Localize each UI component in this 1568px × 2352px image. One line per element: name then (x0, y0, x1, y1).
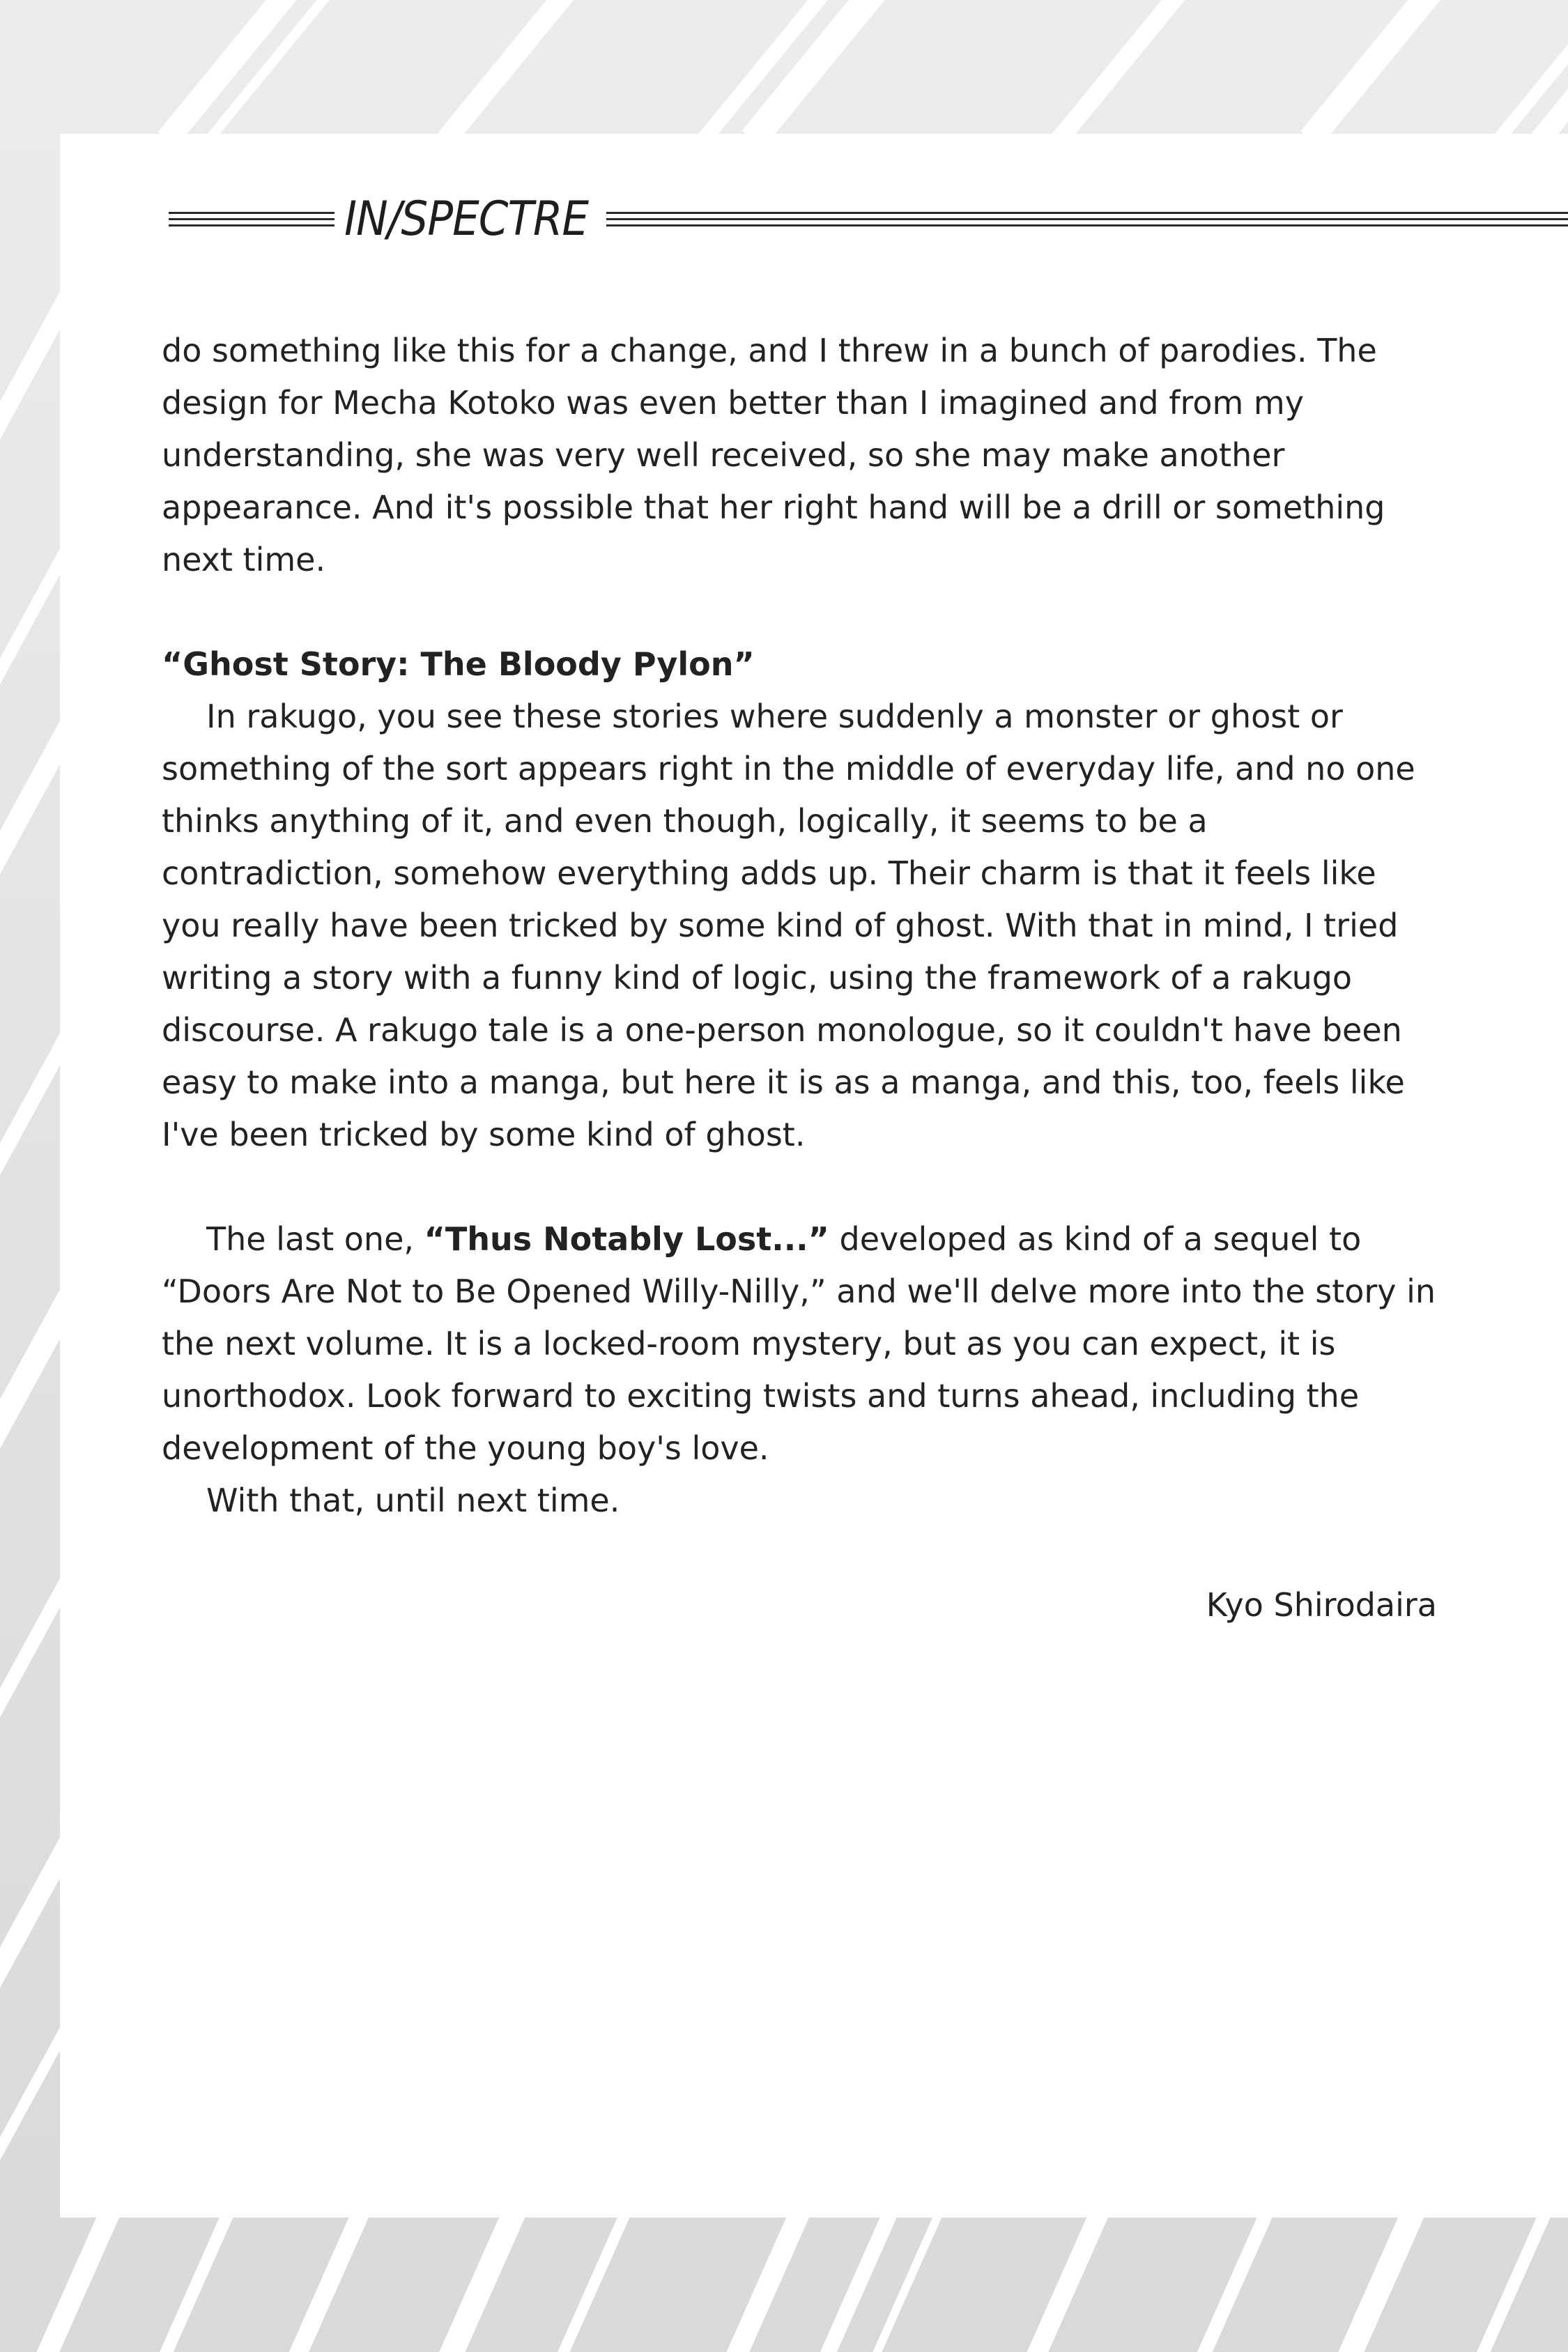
paragraph-closing: With that, until next time. (206, 1482, 620, 1519)
series-title: IN/SPECTRE (344, 192, 589, 247)
paragraph-rakugo: In rakugo, you see these stories where suddenly a monster or ghost or something of the sort appears right in the middle of everyday life, and no one thinks anything of it, and even though, logically, it seems to be a contradiction, somehow everything adds up. Their charm is that it feels like you really have been tricked by some kind of ghost. With that in mind, I tried writing a story with a funny kind of logic, using the framework of a rakugo discourse. A rakugo tale is a one-person monologue, so it couldn't have been easy to make into a manga, but here it is as a manga, and this, too, feels like I've been tricked by some kind of ghost. (162, 698, 1415, 1153)
last-story-prefix: The last one, (206, 1220, 414, 1258)
author-signature: Kyo Shirodaira (1206, 1586, 1437, 1624)
paragraph-intro: do something like this for a change, and I threw in a bunch of parodies. The design for Mecha Kotoko was even better than I imagined and from my understanding, she was very well received, so she may make another appearance. And it's possible that her right hand will be a drill or something next time. (162, 332, 1385, 578)
header-rule-left (169, 212, 335, 227)
section-title: “Ghost Story: The Bloody Pylon” (162, 645, 755, 683)
afterword-text (162, 325, 1437, 1631)
last-story-rest: developed as kind of a sequel to “Doors Are Not to Be Opened Willy-Nilly,” and we'll delve more into the story in the next volume. It is a locked-room mystery, but as you can expect, it is unorthodox. Look forward to exciting twists and turns ahead, including the development of the young boy's love. (162, 1220, 1436, 1467)
last-story-title: “Thus Notably Lost...” (424, 1220, 829, 1258)
running-header (169, 188, 1568, 251)
paragraph-last-story (162, 1213, 1437, 1475)
header-rule-right (606, 212, 1568, 227)
